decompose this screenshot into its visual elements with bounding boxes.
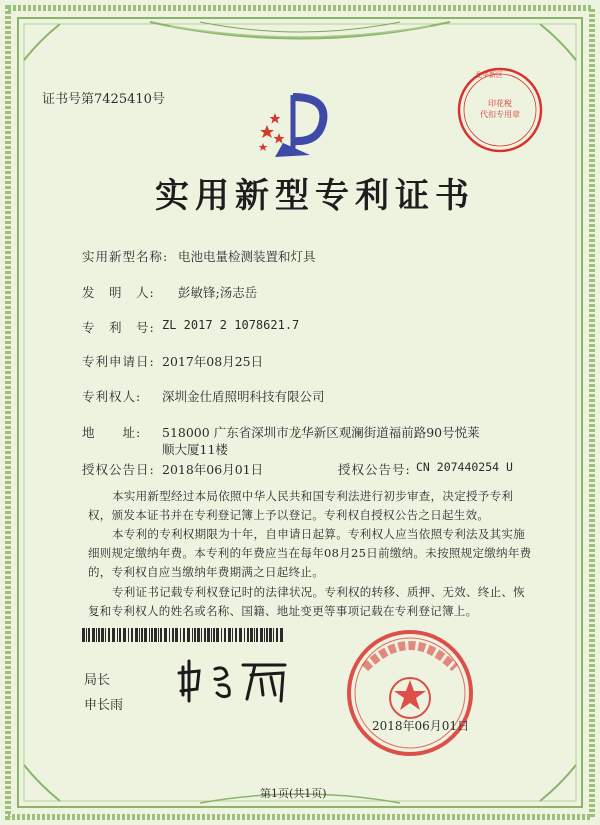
paragraph-3: 专利证书记载专利权登记时的法律状况。专利权的转移、质押、无效、终止、恢复和专利权人的姓名或名称、国籍、地址变更等事项记载在专利登记簿上。 [88, 585, 525, 618]
barcode-bar [154, 628, 157, 642]
official-seal-icon [345, 628, 475, 758]
barcode-bar [269, 628, 272, 642]
barcode-bar [201, 628, 202, 642]
barcode-bar [175, 628, 178, 642]
barcode-bar [216, 628, 219, 642]
tax-seal-arc-text: 龙华新区 [475, 71, 503, 79]
barcode-bar [119, 628, 121, 642]
barcode-bar [96, 628, 97, 642]
certificate-number: 证书号第7425410号 [42, 92, 165, 107]
barcode-bar [213, 628, 215, 642]
barcode-bar [207, 628, 210, 642]
barcode-bar [123, 628, 126, 642]
barcode-bar [204, 628, 206, 642]
barcode-bar [131, 628, 133, 642]
tax-seal-line-2: 印花税 [488, 99, 512, 108]
barcode-bar [197, 628, 200, 642]
barcode-bar [117, 628, 118, 642]
tax-seal-text [478, 98, 522, 120]
barcode-bar [235, 628, 237, 642]
grant-date-label: 授权公告日: [82, 462, 155, 477]
barcode-bar [280, 628, 283, 642]
barcode-bar [211, 628, 212, 642]
signature-name: 申长雨 [84, 698, 124, 713]
barcode-bar [254, 628, 255, 642]
barcode-bar [256, 628, 258, 642]
address-line-1: 518000 广东省深圳市龙华新区观澜街道福前路90号悦莱 [162, 425, 480, 440]
address-label: 地 址: [82, 425, 142, 440]
barcode-bar [144, 628, 147, 642]
barcode-bar [260, 628, 263, 642]
name-label: 实用新型名称: [82, 249, 169, 264]
patent-number-label: 专 利 号: [82, 320, 155, 335]
barcode-bar [264, 628, 265, 642]
filing-date-value: 2017年08月25日 [162, 354, 264, 369]
inventor-label: 发 明 人: [82, 285, 155, 300]
barcode-bar [169, 628, 170, 642]
name-value: 电池电量检测装置和灯具 [178, 249, 316, 264]
signature-icon [175, 655, 295, 705]
barcode-bar [112, 628, 115, 642]
tax-seal-line-3: 代扣专用章 [480, 110, 520, 119]
barcode-bar [128, 628, 129, 642]
filing-date-label: 专利申请日: [82, 354, 155, 369]
barcode-bar [88, 628, 90, 642]
barcode-bar [228, 628, 231, 642]
barcode-bar [82, 628, 85, 642]
barcode-bar [151, 628, 153, 642]
barcode-bar [221, 628, 222, 642]
barcode-bar [101, 628, 104, 642]
barcode-bar [180, 628, 181, 642]
inventor-value: 彭敏锋;汤志岳 [178, 285, 258, 300]
barcode-bar [224, 628, 226, 642]
barcode-bar [266, 628, 268, 642]
barcode-bar [98, 628, 100, 642]
barcode-bar [172, 628, 174, 642]
barcode-bar [108, 628, 110, 642]
barcode-bar [232, 628, 233, 642]
certificate-title: 实用新型专利证书 [155, 176, 475, 216]
barcode-bar [183, 628, 185, 642]
paragraph-1: 本实用新型经过本局依照中华人民共和国专利法进行初步审查，决定授予专利权，颁发本证书并在专利登记簿上予以登记。专利权自授权公告之日起生效。 [88, 489, 514, 522]
barcode-bar [239, 628, 242, 642]
barcode-bar [273, 628, 274, 642]
grant-number-value: CN 207440254 U [416, 460, 513, 474]
barcode-bar [247, 628, 249, 642]
barcode-bar [276, 628, 278, 642]
barcode-bar [86, 628, 87, 642]
grant-date-value: 2018年06月01日 [162, 462, 264, 477]
barcode-bar [250, 628, 253, 642]
barcode-bar [192, 628, 193, 642]
address-line-2: 顺大厦11楼 [162, 442, 228, 457]
barcode-bar [139, 628, 140, 642]
patentee-value: 深圳金仕盾照明科技有限公司 [162, 389, 325, 404]
barcode-bar [105, 628, 106, 642]
signature-title: 局长 [84, 673, 111, 688]
barcode-bar [149, 628, 150, 642]
cnipa-logo-icon [255, 85, 335, 165]
barcode-bar [194, 628, 196, 642]
barcode-bar [92, 628, 95, 642]
barcode-bar [187, 628, 190, 642]
grant-number-label: 授权公告号: [338, 462, 411, 477]
paragraph-2: 本专利的专利权期限为十年，自申请日起算。专利权人应当依照专利法及其实施细则规定缴纳年费。本专利的年费应当在每年08月25日前缴纳。未按照规定缴纳年费的，专利权自应当缴纳年费期满之日起终止。 [88, 527, 532, 579]
barcode-bar [244, 628, 245, 642]
barcode-bar [164, 628, 167, 642]
barcode-bar [135, 628, 138, 642]
patent-number-value: ZL 2017 2 1078621.7 [162, 318, 300, 332]
seal-date: 2018年06月01日 [372, 719, 470, 733]
barcode-icon [82, 628, 287, 642]
page-footer: 第1页(共1页) [260, 787, 327, 800]
barcode-bar [160, 628, 162, 642]
barcode-bar [141, 628, 143, 642]
barcode-bar [158, 628, 159, 642]
patentee-label: 专利权人: [82, 389, 142, 404]
